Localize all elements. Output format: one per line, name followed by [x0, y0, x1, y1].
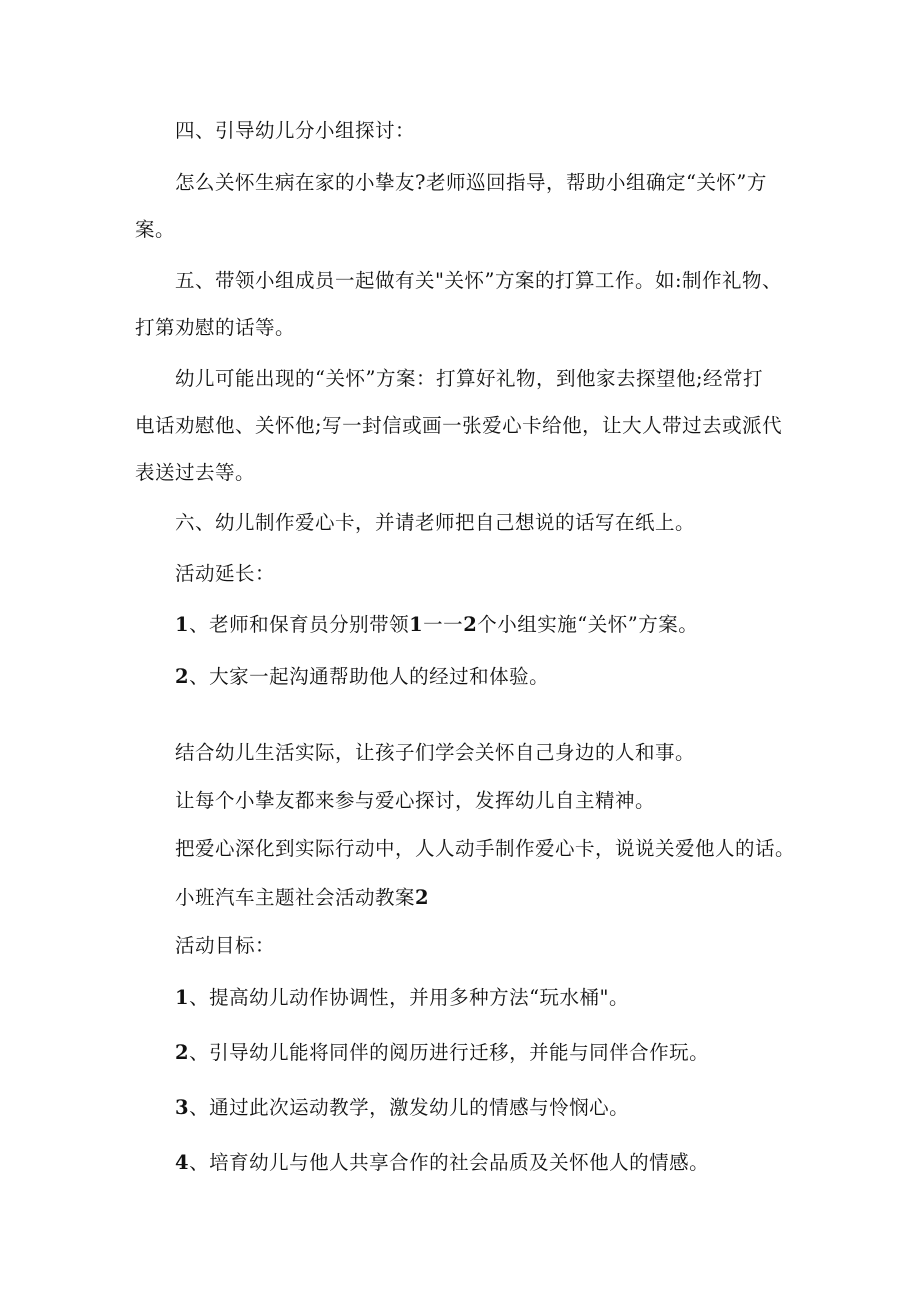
reflection-line: 结合幼儿生活实际，让孩子们学会关怀自己身边的人和事。: [175, 741, 696, 764]
paragraph-line: 幼儿可能出现的“关怀”方案：打算好礼物，到他家去探望他;经常打: [175, 367, 764, 390]
inline-number: 1: [409, 613, 424, 636]
list-item-number: 2: [175, 1041, 190, 1064]
paragraph-line: 表送过去等。: [135, 461, 256, 484]
paragraph-line: 案。: [135, 218, 176, 241]
paragraph-line: 打第劝慰的话等。: [135, 316, 296, 339]
list-item: [175, 1150, 709, 1176]
list-item-text: 、提高幼儿动作协调性，并用多种方法“玩水桶"。: [189, 986, 630, 1009]
list-item: [175, 1095, 629, 1121]
extension-heading: 活动延长：: [175, 562, 276, 585]
list-item-number: 2: [175, 665, 190, 688]
reflection-line: 把爱心深化到实际行动中，人人动手制作爱心卡，说说关爱他人的话。: [175, 837, 796, 860]
inline-dash: 一一: [423, 613, 464, 636]
list-item: [175, 985, 629, 1011]
list-item-number: 4: [175, 1151, 190, 1174]
lesson-title: [175, 885, 429, 911]
list-item-text: 个小组实施“关怀”方案。: [477, 613, 699, 636]
goals-heading: 活动目标：: [175, 934, 276, 957]
lesson-title-text: 小班汽车主题社会活动教案: [175, 886, 416, 909]
section-four-heading: 四、引导幼儿分小组探讨：: [175, 119, 416, 142]
list-item: [175, 664, 549, 690]
list-item-number: 3: [175, 1096, 190, 1119]
list-item-text: 、培育幼儿与他人共享合作的社会品质及关怀他人的情感。: [189, 1151, 710, 1174]
list-item-number: 1: [175, 613, 190, 636]
inline-number: 2: [463, 613, 478, 636]
list-item-text: 、引导幼儿能将同伴的阅历进行迁移，并能与同伴合作玩。: [189, 1041, 710, 1064]
section-five-heading: 五、带领小组成员一起做有关"关怀”方案的打算工作。如:制作礼物、: [175, 269, 783, 292]
list-item: [175, 1040, 709, 1066]
lesson-title-number: 2: [415, 886, 430, 909]
list-item-text: 、老师和保育员分别带领: [189, 613, 410, 636]
list-item-text: 、大家一起沟通帮助他人的经过和体验。: [189, 665, 550, 688]
paragraph-line: 电话劝慰他、关怀他;写一封信或画一张爱心卡给他，让大人带过去或派代: [135, 414, 783, 437]
reflection-line: 让每个小挚友都来参与爱心探讨，发挥幼儿自主精神。: [175, 789, 656, 812]
list-item-text: 、通过此次运动教学，激发幼儿的情感与怜悯心。: [189, 1096, 630, 1119]
paragraph-line: 怎么关怀生病在家的小挚友?老师巡回指导，帮助小组确定“关怀”方: [175, 171, 767, 194]
list-item-number: 1: [175, 986, 190, 1009]
list-item: [175, 612, 698, 638]
section-six-heading: 六、幼儿制作爱心卡，并请老师把自己想说的话写在纸上。: [175, 511, 696, 534]
